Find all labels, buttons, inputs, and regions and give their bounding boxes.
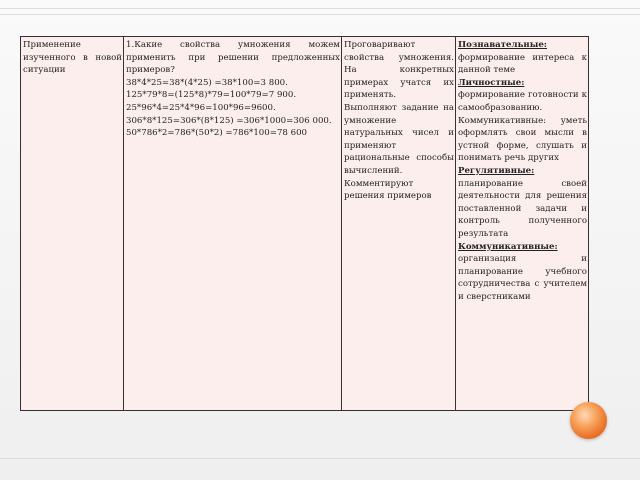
stage-text: Применение изученного в новой ситуации: [23, 40, 122, 76]
student-activity-cell: [342, 37, 456, 411]
skill-text: планирование своей деятельности для решения поставленной задачи и контроль полученного результата: [458, 178, 587, 239]
skill-text: формирование готовности к самообразованию.: [458, 90, 587, 113]
example-line: 50*786*2=786*(50*2) =786*100=78 600: [126, 128, 308, 139]
skills-cell: [456, 37, 589, 411]
task-cell: [124, 37, 342, 411]
slide-decor-line-top: [0, 8, 640, 9]
skill-heading: Коммуникативные:: [458, 241, 558, 252]
example-line: 125*79*8=(125*8)*79=100*79=7 900.: [126, 90, 297, 101]
skill-text: организация и планирование учебного сотрудничества с учителем и сверстниками: [458, 254, 587, 302]
activity-paragraph: Комментируют решения примеров: [344, 178, 432, 202]
slide-decor-line-top-2: [0, 14, 640, 15]
skill-heading: Личностные:: [458, 77, 525, 88]
lesson-plan-table: [20, 36, 589, 411]
examples-list: [126, 77, 340, 140]
skill-heading: Познавательные:: [458, 40, 547, 50]
skill-text: Коммуникативные: уметь оформлять свои мысли в устной форме, слушать и понимать речь других: [458, 115, 587, 164]
student-activity-list: [344, 39, 454, 203]
activity-paragraph: Выполняют задание на умножение натуральных чисел и применяют рациональные способы вычислений.: [344, 102, 454, 176]
task-question: 1.Какие свойства умножения можем применить при решении предложенных примеров?: [126, 40, 340, 76]
stage-cell: [21, 37, 124, 411]
example-line: 25*96*4=25*4*96=100*96=9600.: [126, 102, 276, 113]
activity-paragraph: Проговаривают свойства умножения. На конкретных примерах учатся их применять.: [344, 40, 454, 101]
skills-list: [458, 39, 587, 303]
table-row: [21, 37, 589, 411]
skill-text: формирование интереса к данной теме: [458, 52, 587, 76]
example-line: 306*8*125=306*(8*125) =306*1000=306 000.: [126, 115, 332, 126]
slide-decor-orb: [570, 402, 607, 439]
example-line: 38*4*25=38*(4*25) =38*100=3 800.: [126, 77, 288, 88]
skill-heading: Регулятивные:: [458, 165, 535, 176]
slide-decor-line-bottom: [0, 458, 640, 459]
